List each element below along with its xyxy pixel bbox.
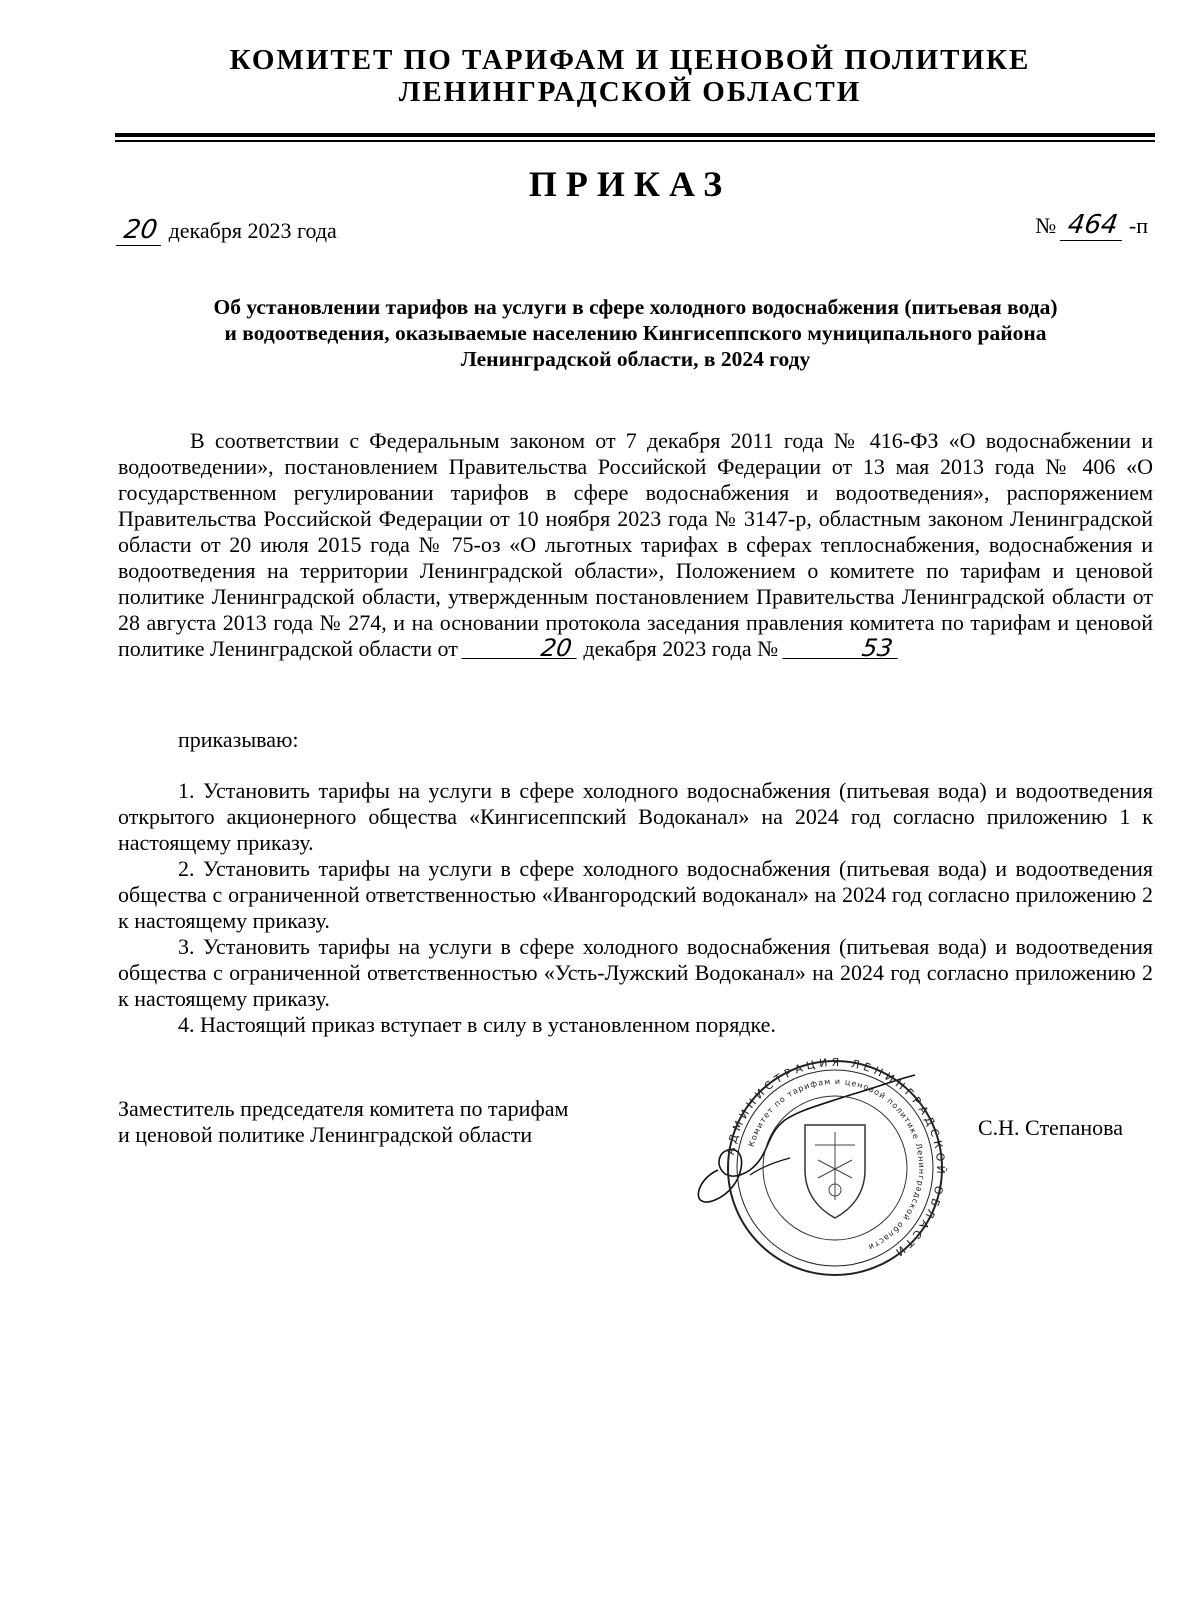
order-word: приказываю: (178, 727, 299, 752)
signer-name: С.Н. Степанова (978, 1115, 1123, 1140)
protocol-date-rest: декабря 2023 года № (583, 636, 779, 661)
number-suffix: -п (1128, 213, 1148, 238)
document-date (118, 215, 337, 246)
subject-line1: Об установлении тарифов на услуги в сфере холодного водоснабжения (питьевая вода) (213, 295, 1058, 319)
organization-title-line1: КОМИТЕТ ПО ТАРИФАМ И ЦЕНОВОЙ ПОЛИТИКЕ (229, 44, 1031, 76)
order-item-1: 1. Установить тарифы на услуги в сфере холодного водоснабжения (питьевая вода) и водоотведения открытого акционерного общества «Кингисеппский Водоканал» на 2024 год согласно приложению 1 к настоящему приказу. (118, 778, 1153, 855)
preamble-text: В соответствии с Федеральным законом от 7 декабря 2011 года № 416-ФЗ «О водоснабжении и водоотведении», постановлением Правительства Российской Федерации от 13 мая 2013 года № 406 «О государственном регулировании тарифов в сфере водоснабжения и водоотведения», распоряжением Правительства Российской Федерации от 10 ноября 2023 года № 3147-р, областным законом Ленинградской области от 20 июля 2015 года № 75-оз «О льготных тарифах в сферах теплоснабжения, водоснабжения и водоотведения на территории Ленинградской области», Положением о комитете по тарифам и ценовой политике Ленинградской области, утвержденным постановлением Правительства Ленинградской области от 28 августа 2013 года № 274, и на основании протокола заседания правления комитета по тарифам и ценовой политике Ленинградской области от (118, 428, 1153, 661)
handwritten-protocol-number: 53 (782, 638, 899, 659)
organization-title-line2: ЛЕНИНГРАДСКОЙ ОБЛАСТИ (398, 76, 862, 108)
signer-position-line1: Заместитель председателя комитета по тарифам (118, 1096, 569, 1121)
subject-line2: и водоотведения, оказываемые населению Кингисеппского муниципального района (224, 321, 1047, 345)
document-subject (118, 294, 1153, 372)
document-number (1035, 210, 1148, 241)
stamp-outer-text: АДМИНИСТРАЦИЯ ЛЕНИНГРАДСКОЙ ОБЛАСТИ (723, 1055, 948, 1261)
handwritten-protocol-day: 20 (462, 638, 579, 659)
order-items (118, 778, 1153, 1038)
header-divider-thick (115, 133, 1155, 137)
official-stamp-icon (690, 1050, 975, 1280)
number-sign: № (1035, 213, 1057, 238)
signer-position-line2: и ценовой политике Ленинградской области (118, 1122, 533, 1147)
handwritten-number: 464 (1060, 210, 1126, 241)
header-divider-thin (115, 140, 1155, 142)
preamble-paragraph (118, 428, 1153, 662)
order-item-4: 4. Настоящий приказ вступает в силу в установленном порядке. (178, 1012, 776, 1037)
date-rest: декабря 2023 года (168, 218, 337, 243)
organization-title (0, 44, 1200, 108)
stamp-inner-text: Комитет по тарифам и ценовой политике Ленинградской области (746, 1076, 927, 1253)
signer-position (118, 1096, 568, 1148)
handwritten-day: 20 (116, 215, 165, 246)
order-item-2: 2. Установить тарифы на услуги в сфере холодного водоснабжения (питьевая вода) и водоотведения общества с ограниченной ответственностью «Ивангородский водоканал» на 2024 год согласно приложению 2 к настоящему приказу. (118, 856, 1153, 933)
svg-text:Комитет по тарифам и ценовой п (747, 1077, 926, 1252)
subject-line3: Ленинградской области, в 2024 году (460, 347, 811, 371)
order-item-3: 3. Установить тарифы на услуги в сфере холодного водоснабжения (питьевая вода) и водоотведения общества с ограниченной ответственностью «Усть-Лужский Водоканал» на 2024 год согласно приложению 2 к настоящему приказу. (118, 934, 1153, 1011)
document-type-heading: ПРИКАЗ (528, 164, 732, 204)
